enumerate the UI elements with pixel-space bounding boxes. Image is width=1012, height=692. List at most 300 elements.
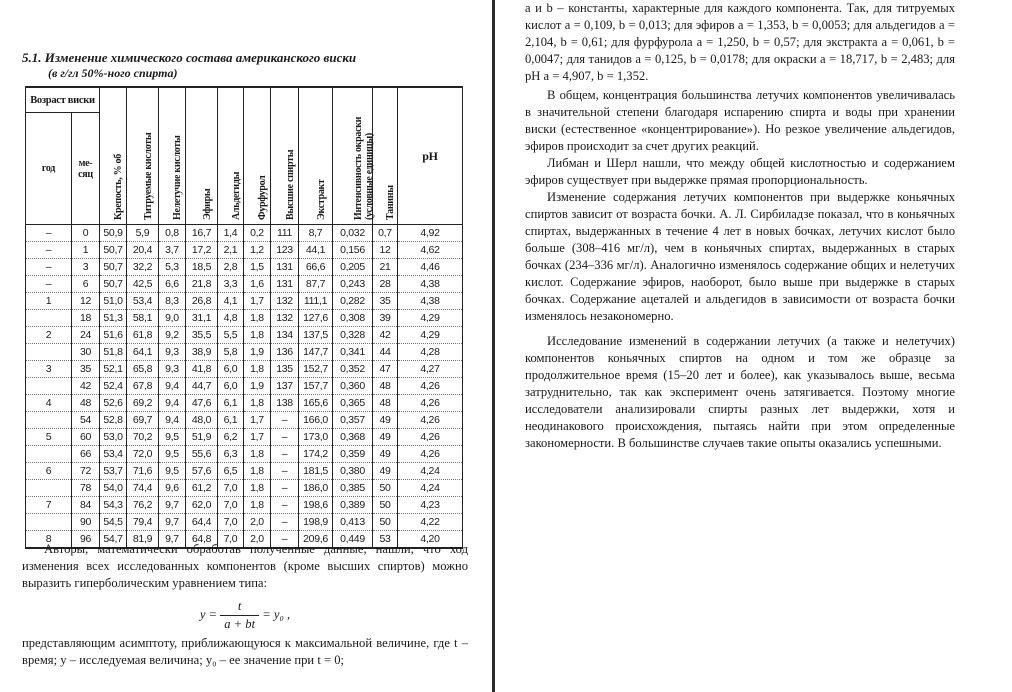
table-cell: – <box>271 463 299 480</box>
table-cell: 6,0 <box>218 361 244 378</box>
table-cell: 70,2 <box>127 429 159 446</box>
table-cell: 76,2 <box>127 497 159 514</box>
paragraph: Изменение содержания летучих компонентов при выдержке коньячных спиртов зависит от возраста бочки. А. Л. Сирбиладзе показал, что в коньячных спиртах, выдержанных в течение 4 лет в новых бочках, летучих кислот было больше (308–416 мг/л), чем в коньячных спиртах, выдержанных в старых бочках (234–336 мг/л). Аналогично изменялось содержание общих и нелетучих кислот. Содержание эфиров, наоборот, было выше при выдержке в старых бочках. Содержание ацеталей и альдегидов в зависимости от возраста бочки изменялось незакономерно. <box>525 190 955 323</box>
table-cell: 2,0 <box>244 531 271 549</box>
table-cell: 6,6 <box>159 276 186 293</box>
formula-denominator: a + bt <box>224 617 256 631</box>
table-cell: 0,032 <box>333 225 373 242</box>
table-cell: 0,282 <box>333 293 373 310</box>
table-cell: 2,8 <box>218 259 244 276</box>
table-cell: 4,8 <box>218 310 244 327</box>
table-cell <box>26 378 72 395</box>
table-row <box>26 497 463 514</box>
col-header-extract: Экстракт <box>299 87 333 225</box>
table-cell: 5,9 <box>127 225 159 242</box>
table-cell: 9,6 <box>159 480 186 497</box>
table-cell: 9,7 <box>159 531 186 549</box>
table-cell: 50,7 <box>100 276 127 293</box>
table-cell: 55,6 <box>186 446 218 463</box>
table-cell: 48,0 <box>186 412 218 429</box>
table-cell: 134 <box>271 327 299 344</box>
table-cell: 51,8 <box>100 344 127 361</box>
table-cell: 6,3 <box>218 446 244 463</box>
table-cell: 24 <box>72 327 100 344</box>
table-cell: 49 <box>373 429 398 446</box>
table-cell: 0,413 <box>333 514 373 531</box>
table-cell: 4,46 <box>398 259 463 276</box>
table-cell: 1,8 <box>244 395 271 412</box>
col-header-higher-alcohols: Высшие спирты <box>271 87 299 225</box>
paragraph: В общем, концентрация большинства летучих компонентов увеличивалась в значительной степени благодаря испарению спирта и воды при хранении виски (естественное «концентрирование»). Но резкое увеличение альдегидов, эфиров происходит за счет других реакций. <box>525 88 955 153</box>
table-row <box>26 463 463 480</box>
table-cell: 18,5 <box>186 259 218 276</box>
table-cell: 0,360 <box>333 378 373 395</box>
table-cell: 1,8 <box>244 497 271 514</box>
table-cell: 44 <box>373 344 398 361</box>
table-cell: 4,22 <box>398 514 463 531</box>
col-header-tannins: Танины <box>373 87 398 225</box>
table-cell: 1,2 <box>244 242 271 259</box>
table-cell: 2 <box>26 327 72 344</box>
table-cell: 131 <box>271 276 299 293</box>
table-cell: 152,7 <box>299 361 333 378</box>
col-header-titratable-acids: Титруемые кислоты <box>127 87 159 225</box>
table-cell: 123 <box>271 242 299 259</box>
table-cell: 2,0 <box>244 514 271 531</box>
formula-fraction <box>220 598 259 633</box>
age-group-header: Возраст виски <box>26 87 100 113</box>
table-cell: 198,9 <box>299 514 333 531</box>
table-cell: 90 <box>72 514 100 531</box>
table-row <box>26 327 463 344</box>
table-cell: 53 <box>373 531 398 549</box>
table-cell: 53,7 <box>100 463 127 480</box>
table-cell: 52,4 <box>100 378 127 395</box>
table-cell: 3,7 <box>159 242 186 259</box>
table-cell: 135 <box>271 361 299 378</box>
table-cell: 61,2 <box>186 480 218 497</box>
table-row <box>26 412 463 429</box>
table-cell: – <box>271 531 299 549</box>
table-cell: 47 <box>373 361 398 378</box>
table-cell: 1,7 <box>244 293 271 310</box>
table-cell: – <box>271 497 299 514</box>
table-cell: 51,9 <box>186 429 218 446</box>
table-row <box>26 310 463 327</box>
table-row <box>26 514 463 531</box>
table-cell: 132 <box>271 293 299 310</box>
table-cell: 21 <box>373 259 398 276</box>
table-cell: 209,6 <box>299 531 333 549</box>
table-cell: 48 <box>72 395 100 412</box>
table-cell: 53,4 <box>127 293 159 310</box>
table-cell: 1,8 <box>244 310 271 327</box>
table-cell: 57,6 <box>186 463 218 480</box>
table-cell: 9,2 <box>159 327 186 344</box>
table-row <box>26 429 463 446</box>
col-header-ph: pH <box>398 87 463 225</box>
table-cell: 84 <box>72 497 100 514</box>
table-cell: 5,8 <box>218 344 244 361</box>
table-cell: 0,380 <box>333 463 373 480</box>
table-cell: 0,156 <box>333 242 373 259</box>
table-cell: 35 <box>72 361 100 378</box>
paragraph: a и b – константы, характерные для каждого компонента. Так, для титруемых кислот a = 0,109, b = 0,013; для эфиров a = 1,353, b = 0,0053; для альдегидов a = 2,104, b = 0,61; для фурфурола a = 1,250, b = 0,57; для экстракта a = 0,061, b = 0,0047; для танидов a = 0,125, b = 0,0178; для окраски a = 18,717, b = 2,483; для pH a = 4,907, b = 1,352. <box>525 1 955 83</box>
table-cell: 0,368 <box>333 429 373 446</box>
table-cell: 62,0 <box>186 497 218 514</box>
table-cell: 61,8 <box>127 327 159 344</box>
table-cell: 9,4 <box>159 412 186 429</box>
table-cell: 1,5 <box>244 259 271 276</box>
table-cell: 1,8 <box>244 361 271 378</box>
table-cell: 54,3 <box>100 497 127 514</box>
table-cell: 64,4 <box>186 514 218 531</box>
table-row <box>26 242 463 259</box>
whisky-composition-table <box>25 86 463 549</box>
table-cell: 131 <box>271 259 299 276</box>
table-cell: 41,8 <box>186 361 218 378</box>
table-cell: 0,328 <box>333 327 373 344</box>
table-cell: 53,0 <box>100 429 127 446</box>
table-cell <box>26 514 72 531</box>
formula-numerator: t <box>220 598 259 616</box>
table-cell: 42 <box>72 378 100 395</box>
table-cell: 12 <box>373 242 398 259</box>
col-header-esters: Эфиры <box>186 87 218 225</box>
table-cell: 5,5 <box>218 327 244 344</box>
table-cell: – <box>271 446 299 463</box>
table-cell: 7,0 <box>218 531 244 549</box>
table-cell: 53,4 <box>100 446 127 463</box>
table-cell: 0,8 <box>159 225 186 242</box>
table-cell: 1,9 <box>244 344 271 361</box>
table-cell: 18 <box>72 310 100 327</box>
table-cell: 4,26 <box>398 412 463 429</box>
table-row <box>26 276 463 293</box>
table-cell: – <box>271 429 299 446</box>
table-cell: 138 <box>271 395 299 412</box>
table-cell: – <box>271 480 299 497</box>
table-cell: – <box>26 225 72 242</box>
right-page <box>495 0 1012 692</box>
table-cell: 132 <box>271 310 299 327</box>
table-cell <box>26 446 72 463</box>
table-cell: 166,0 <box>299 412 333 429</box>
col-header-nonvolatile-acids: Нелетучие кислоты <box>159 87 186 225</box>
table-cell: 30 <box>72 344 100 361</box>
table-cell: 64,8 <box>186 531 218 549</box>
table-cell: 4,29 <box>398 310 463 327</box>
table-cell: 4,20 <box>398 531 463 549</box>
table-cell: 38,9 <box>186 344 218 361</box>
table-cell: 31,1 <box>186 310 218 327</box>
table-cell: 50 <box>373 514 398 531</box>
table-cell: 51,0 <box>100 293 127 310</box>
table-cell: 9,5 <box>159 463 186 480</box>
table-cell: 137 <box>271 378 299 395</box>
table-cell: 78 <box>72 480 100 497</box>
table-cell: 44,7 <box>186 378 218 395</box>
table-cell: 4,28 <box>398 344 463 361</box>
table-cell: 32,2 <box>127 259 159 276</box>
table-cell: 6 <box>26 463 72 480</box>
table-cell: 47,6 <box>186 395 218 412</box>
table-cell: 72,0 <box>127 446 159 463</box>
table-cell: 4,26 <box>398 395 463 412</box>
table-cell: – <box>271 412 299 429</box>
table-cell: 67,8 <box>127 378 159 395</box>
table-cell: 48 <box>373 378 398 395</box>
table-cell <box>26 344 72 361</box>
formula-rhs: = y₀ , <box>262 607 291 622</box>
table-cell: – <box>26 259 72 276</box>
table-cell: 0,449 <box>333 531 373 549</box>
table-cell: 1,8 <box>244 463 271 480</box>
paragraph: Исследование изменений в содержании летучих (а также и нелетучих) компонентов коньячных спиртов на одном и том же образце за продолжительное время (15–20 лет и более), как указывалось выше, весьма затруднительно, так как эксперимент очень затягивается. Поэтому многие исследователи анализировали спирты разных лет выдержки, хотя и неодинакового происхождения, пытаясь найти при этом определенные закономерности. В большинстве случаев такие опыты оказались успешными. <box>525 334 955 450</box>
table-cell: 74,4 <box>127 480 159 497</box>
table-cell: 8,7 <box>299 225 333 242</box>
month-header: ме-сяц <box>72 113 100 225</box>
table-cell: 0,2 <box>244 225 271 242</box>
table-cell: 3 <box>26 361 72 378</box>
table-cell: 0,365 <box>333 395 373 412</box>
col-header-furfural: Фурфурол <box>244 87 271 225</box>
left-page <box>0 0 494 692</box>
table-cell: 42,5 <box>127 276 159 293</box>
table-cell: 54,0 <box>100 480 127 497</box>
left-body-text <box>22 541 468 669</box>
table-cell: 21,8 <box>186 276 218 293</box>
table-cell: 6,1 <box>218 412 244 429</box>
table-cell: 9,0 <box>159 310 186 327</box>
table-cell: 1,6 <box>244 276 271 293</box>
table-cell: 48 <box>373 395 398 412</box>
table-cell: 1,7 <box>244 429 271 446</box>
table-row <box>26 378 463 395</box>
table-cell: 66,6 <box>299 259 333 276</box>
table-cell: 4,23 <box>398 497 463 514</box>
table-cell: 4,24 <box>398 463 463 480</box>
table-cell: 9,4 <box>159 378 186 395</box>
table-cell: 8,3 <box>159 293 186 310</box>
table-cell: 7,0 <box>218 497 244 514</box>
table-cell: 4,24 <box>398 480 463 497</box>
table-cell: 12 <box>72 293 100 310</box>
table-row <box>26 395 463 412</box>
table-cell: 1 <box>72 242 100 259</box>
table-cell: 71,6 <box>127 463 159 480</box>
table-cell: 87,7 <box>299 276 333 293</box>
table-cell: 0,7 <box>373 225 398 242</box>
table-cell: 137,5 <box>299 327 333 344</box>
table-row <box>26 225 463 242</box>
table-cell: 69,2 <box>127 395 159 412</box>
table-cell: 50 <box>373 497 398 514</box>
table-cell: – <box>271 514 299 531</box>
table-cell: 1,4 <box>218 225 244 242</box>
table-cell: 60 <box>72 429 100 446</box>
table-cell: 4,1 <box>218 293 244 310</box>
table-cell: 35,5 <box>186 327 218 344</box>
table-cell: 20,4 <box>127 242 159 259</box>
table-cell: 4,26 <box>398 429 463 446</box>
table-cell: 51,6 <box>100 327 127 344</box>
table-row <box>26 480 463 497</box>
table-cell: 2,1 <box>218 242 244 259</box>
table-cell: 6,1 <box>218 395 244 412</box>
table-cell: 4,38 <box>398 276 463 293</box>
table-cell: 0,357 <box>333 412 373 429</box>
table-cell: 9,4 <box>159 395 186 412</box>
paragraph: Либман и Шерл нашли, что между общей кислотностью и содержанием эфиров существует при выдержке прямая пропорциональность. <box>525 156 955 187</box>
year-header: год <box>26 113 72 225</box>
table-cell: 39 <box>373 310 398 327</box>
table-cell: 198,6 <box>299 497 333 514</box>
table-cell: 4,92 <box>398 225 463 242</box>
table-cell: 81,9 <box>127 531 159 549</box>
table-cell: 6 <box>72 276 100 293</box>
paragraph: представляющим асимптоту, приближающуюся к максимальной величине, где t – время; y – исследуемая величина; y₀ – ее значение при t = 0; <box>22 636 468 667</box>
table-caption <box>22 50 482 81</box>
table-cell: 64,1 <box>127 344 159 361</box>
formula-lhs: y = <box>199 607 218 622</box>
table-cell: 157,7 <box>299 378 333 395</box>
table-cell: 1,8 <box>244 446 271 463</box>
table-cell: 72 <box>72 463 100 480</box>
table-cell: 79,4 <box>127 514 159 531</box>
table-cell: 127,6 <box>299 310 333 327</box>
table-cell: 49 <box>373 446 398 463</box>
table-cell: 54,5 <box>100 514 127 531</box>
table-cell: 9,5 <box>159 446 186 463</box>
table-cell: 65,8 <box>127 361 159 378</box>
table-cell: 17,2 <box>186 242 218 259</box>
table-cell: 49 <box>373 412 398 429</box>
table-cell: 173,0 <box>299 429 333 446</box>
col-header-color-intensity: Интенсивность окраски (условные единицы) <box>333 87 373 225</box>
table-cell: 111,1 <box>299 293 333 310</box>
table-cell: 28 <box>373 276 398 293</box>
table-cell: 52,6 <box>100 395 127 412</box>
table-cell: 181,5 <box>299 463 333 480</box>
table-cell: 147,7 <box>299 344 333 361</box>
table-row <box>26 259 463 276</box>
table-cell: 5 <box>26 429 72 446</box>
table-cell: 7,0 <box>218 514 244 531</box>
hyperbolic-formula <box>22 598 468 633</box>
table-cell: 3,3 <box>218 276 244 293</box>
table-cell: 0,205 <box>333 259 373 276</box>
table-cell: 4,26 <box>398 378 463 395</box>
table-cell: 0,359 <box>333 446 373 463</box>
table-row <box>26 293 463 310</box>
table-cell: 165,6 <box>299 395 333 412</box>
caption-units: (в г/гл 50%-ного спирта) <box>48 66 178 80</box>
table-cell: 9,7 <box>159 497 186 514</box>
table-cell: 4,26 <box>398 446 463 463</box>
right-body-text <box>525 0 955 452</box>
table-cell: 9,7 <box>159 514 186 531</box>
table-cell: 50 <box>373 480 398 497</box>
table-cell: 111 <box>271 225 299 242</box>
table-cell: 0,308 <box>333 310 373 327</box>
table-cell: 0 <box>72 225 100 242</box>
table-cell: 1,7 <box>244 412 271 429</box>
paragraph: Авторы, математически обработав полученные данные, нашли, что ход изменения всех исследованных компонентов (кроме высших спиртов) можно выразить гиперболическим уравнением типа: <box>22 542 468 590</box>
table-cell: 3 <box>72 259 100 276</box>
table-cell: 0,389 <box>333 497 373 514</box>
table-cell: 26,8 <box>186 293 218 310</box>
col-header-strength: Крепость, % об <box>100 87 127 225</box>
table-cell: 6,5 <box>218 463 244 480</box>
table-cell: 49 <box>373 463 398 480</box>
table-cell <box>26 412 72 429</box>
table-cell: 54 <box>72 412 100 429</box>
table-cell: 0,243 <box>333 276 373 293</box>
table-cell: 6,2 <box>218 429 244 446</box>
table-cell: 58,1 <box>127 310 159 327</box>
table-cell: 69,7 <box>127 412 159 429</box>
table-cell: 66 <box>72 446 100 463</box>
table-cell: 1 <box>26 293 72 310</box>
table-cell: 9,3 <box>159 344 186 361</box>
table-row <box>26 344 463 361</box>
table-cell: 52,1 <box>100 361 127 378</box>
table-cell: 9,5 <box>159 429 186 446</box>
table-cell: 8 <box>26 531 72 549</box>
table-cell: 44,1 <box>299 242 333 259</box>
table-cell <box>26 310 72 327</box>
table-cell: 50,7 <box>100 242 127 259</box>
table-cell: – <box>26 242 72 259</box>
table-cell: 51,3 <box>100 310 127 327</box>
table-cell: 1,8 <box>244 327 271 344</box>
table-cell: 4 <box>26 395 72 412</box>
table-cell: 1,8 <box>244 480 271 497</box>
table-cell: 0,352 <box>333 361 373 378</box>
table-cell: 7,0 <box>218 480 244 497</box>
table-cell: 136 <box>271 344 299 361</box>
table-cell: 54,7 <box>100 531 127 549</box>
table-cell: 42 <box>373 327 398 344</box>
table-cell: 52,8 <box>100 412 127 429</box>
table-cell: – <box>26 276 72 293</box>
table-cell: 50,7 <box>100 259 127 276</box>
table-cell: 4,29 <box>398 327 463 344</box>
table-cell: 0,385 <box>333 480 373 497</box>
table-row <box>26 446 463 463</box>
table-cell: 186,0 <box>299 480 333 497</box>
table-cell: 4,38 <box>398 293 463 310</box>
table-cell: 0,341 <box>333 344 373 361</box>
table-cell: 9,3 <box>159 361 186 378</box>
table-cell: 35 <box>373 293 398 310</box>
table-cell <box>26 480 72 497</box>
table-cell: 96 <box>72 531 100 549</box>
table-cell: 5,3 <box>159 259 186 276</box>
table-cell: 4,27 <box>398 361 463 378</box>
col-header-aldehydes: Альдегиды <box>218 87 244 225</box>
table-cell: 50,9 <box>100 225 127 242</box>
table-cell: 6,0 <box>218 378 244 395</box>
table-cell: 7 <box>26 497 72 514</box>
table-cell: 174,2 <box>299 446 333 463</box>
table-row <box>26 361 463 378</box>
caption-title: 5.1. Изменение химического состава американского виски <box>22 50 357 65</box>
table-cell: 4,62 <box>398 242 463 259</box>
table-cell: 16,7 <box>186 225 218 242</box>
table-cell: 1,9 <box>244 378 271 395</box>
